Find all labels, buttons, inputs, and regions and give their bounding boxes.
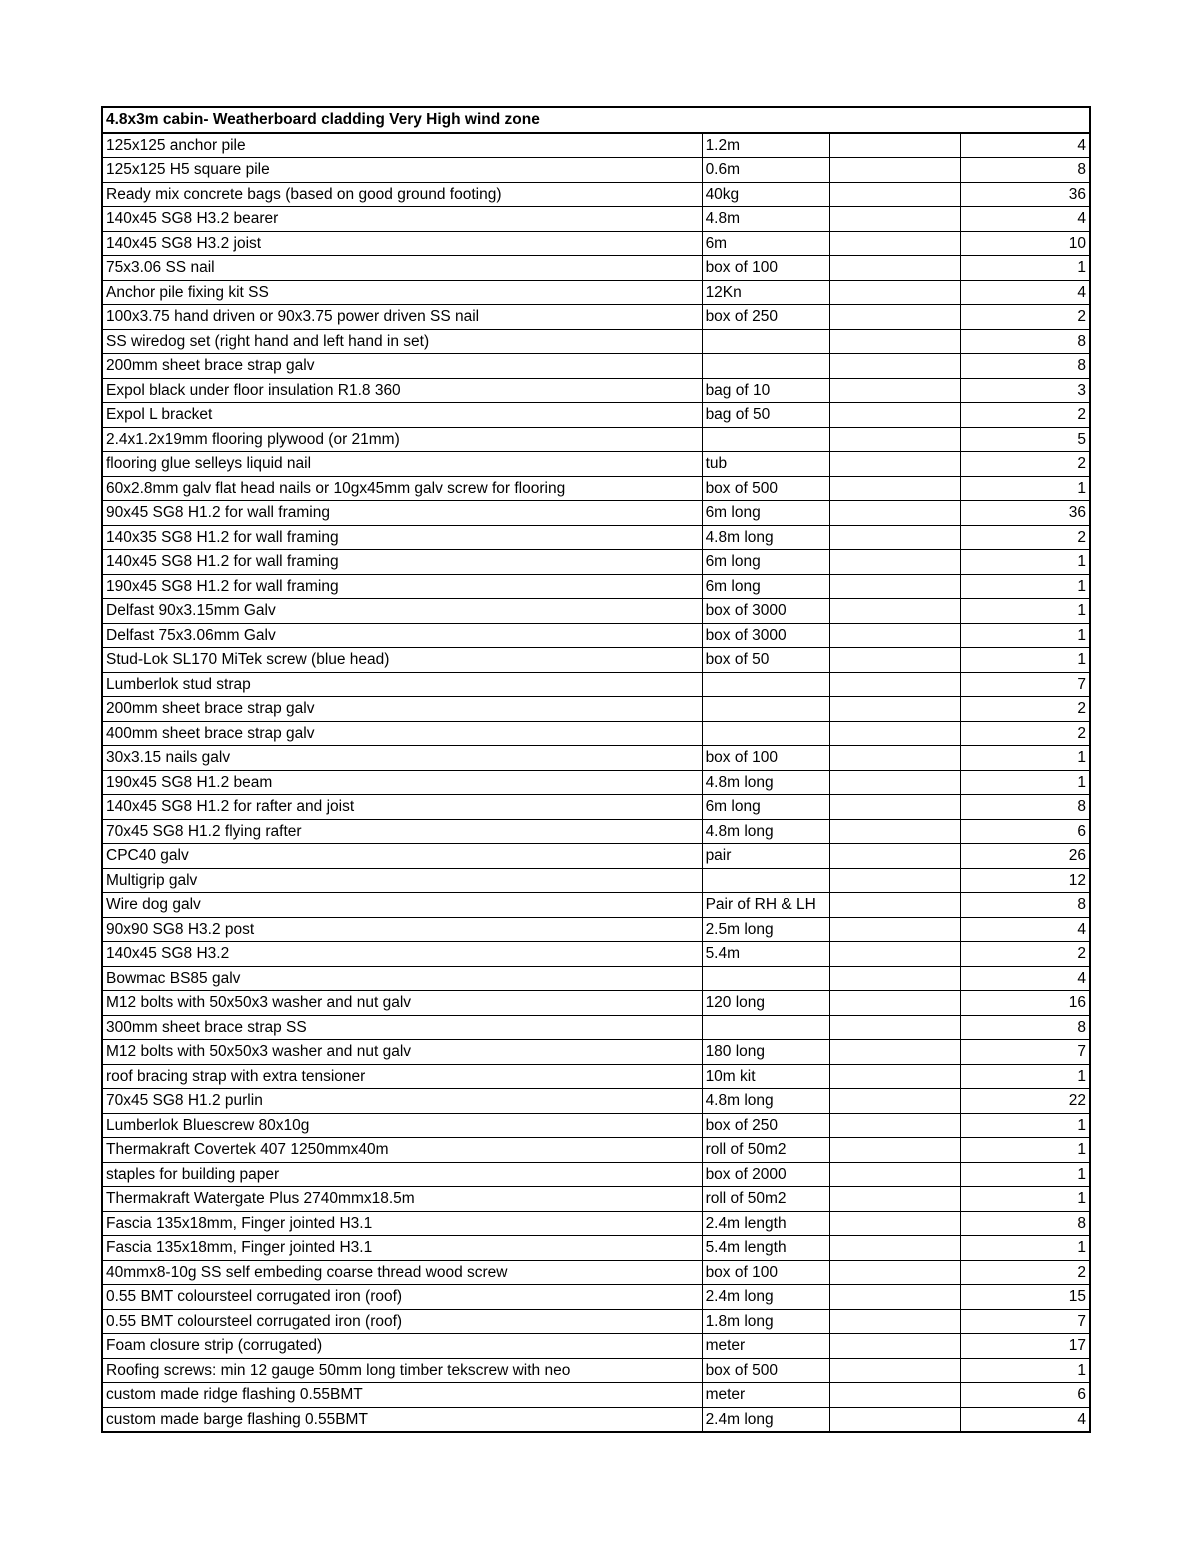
item-name-cell: 190x45 SG8 H1.2 beam bbox=[102, 770, 702, 795]
item-unit-cell bbox=[702, 672, 829, 697]
item-unit-cell: box of 100 bbox=[702, 256, 829, 281]
item-name-cell: 200mm sheet brace strap galv bbox=[102, 697, 702, 722]
item-unit-cell bbox=[702, 721, 829, 746]
blank-cell bbox=[829, 427, 960, 452]
table-row bbox=[102, 770, 1090, 795]
item-unit-cell bbox=[702, 697, 829, 722]
item-quantity-cell: 6 bbox=[961, 1383, 1090, 1408]
item-unit-cell: 1.2m bbox=[702, 133, 829, 158]
item-unit-cell bbox=[702, 868, 829, 893]
item-unit-cell: 2.5m long bbox=[702, 917, 829, 942]
item-name-cell: Fascia 135x18mm, Finger jointed H3.1 bbox=[102, 1211, 702, 1236]
item-name-cell: 300mm sheet brace strap SS bbox=[102, 1015, 702, 1040]
item-unit-cell: meter bbox=[702, 1383, 829, 1408]
item-quantity-cell: 4 bbox=[961, 207, 1090, 232]
item-quantity-cell: 7 bbox=[961, 672, 1090, 697]
blank-cell bbox=[829, 1285, 960, 1310]
item-name-cell: 30x3.15 nails galv bbox=[102, 746, 702, 771]
item-unit-cell bbox=[702, 354, 829, 379]
item-name-cell: flooring glue selleys liquid nail bbox=[102, 452, 702, 477]
item-quantity-cell: 2 bbox=[961, 942, 1090, 967]
table-row bbox=[102, 917, 1090, 942]
item-quantity-cell: 1 bbox=[961, 1064, 1090, 1089]
item-name-cell: 2.4x1.2x19mm flooring plywood (or 21mm) bbox=[102, 427, 702, 452]
table-row bbox=[102, 452, 1090, 477]
blank-cell bbox=[829, 1064, 960, 1089]
table-row bbox=[102, 1113, 1090, 1138]
item-name-cell: 0.55 BMT coloursteel corrugated iron (roof) bbox=[102, 1285, 702, 1310]
table-row bbox=[102, 329, 1090, 354]
table-title: 4.8x3m cabin- Weatherboard cladding Very High wind zone bbox=[102, 107, 1090, 133]
item-unit-cell: 6m long bbox=[702, 501, 829, 526]
table-row bbox=[102, 1358, 1090, 1383]
table-row bbox=[102, 158, 1090, 183]
table-row bbox=[102, 525, 1090, 550]
item-unit-cell: 12Kn bbox=[702, 280, 829, 305]
table-row bbox=[102, 403, 1090, 428]
item-quantity-cell: 2 bbox=[961, 525, 1090, 550]
item-unit-cell bbox=[702, 1015, 829, 1040]
item-unit-cell: box of 3000 bbox=[702, 599, 829, 624]
item-quantity-cell: 4 bbox=[961, 1407, 1090, 1432]
item-unit-cell: box of 250 bbox=[702, 305, 829, 330]
item-name-cell: 140x45 SG8 H3.2 bearer bbox=[102, 207, 702, 232]
table-row bbox=[102, 133, 1090, 158]
blank-cell bbox=[829, 452, 960, 477]
item-unit-cell bbox=[702, 329, 829, 354]
table-row bbox=[102, 623, 1090, 648]
item-quantity-cell: 1 bbox=[961, 1162, 1090, 1187]
item-name-cell: Bowmac BS85 galv bbox=[102, 966, 702, 991]
item-unit-cell: 2.4m long bbox=[702, 1407, 829, 1432]
item-name-cell: 125x125 H5 square pile bbox=[102, 158, 702, 183]
item-unit-cell: 5.4m length bbox=[702, 1236, 829, 1261]
item-quantity-cell: 2 bbox=[961, 305, 1090, 330]
blank-cell bbox=[829, 868, 960, 893]
item-unit-cell bbox=[702, 966, 829, 991]
item-quantity-cell: 2 bbox=[961, 452, 1090, 477]
table-row bbox=[102, 1040, 1090, 1065]
table-row bbox=[102, 354, 1090, 379]
materials-table-body bbox=[102, 107, 1090, 1432]
table-row bbox=[102, 1383, 1090, 1408]
blank-cell bbox=[829, 1113, 960, 1138]
item-name-cell: Foam closure strip (corrugated) bbox=[102, 1334, 702, 1359]
item-name-cell: Anchor pile fixing kit SS bbox=[102, 280, 702, 305]
table-row bbox=[102, 966, 1090, 991]
blank-cell bbox=[829, 525, 960, 550]
blank-cell bbox=[829, 354, 960, 379]
blank-cell bbox=[829, 378, 960, 403]
item-quantity-cell: 1 bbox=[961, 770, 1090, 795]
item-name-cell: Roofing screws: min 12 gauge 50mm long timber tekscrew with neo bbox=[102, 1358, 702, 1383]
table-row bbox=[102, 844, 1090, 869]
blank-cell bbox=[829, 207, 960, 232]
blank-cell bbox=[829, 991, 960, 1016]
item-unit-cell: 120 long bbox=[702, 991, 829, 1016]
table-row bbox=[102, 893, 1090, 918]
item-quantity-cell: 1 bbox=[961, 1358, 1090, 1383]
item-quantity-cell: 36 bbox=[961, 182, 1090, 207]
item-quantity-cell: 12 bbox=[961, 868, 1090, 893]
item-quantity-cell: 1 bbox=[961, 1187, 1090, 1212]
item-name-cell: 0.55 BMT coloursteel corrugated iron (roof) bbox=[102, 1309, 702, 1334]
table-row bbox=[102, 819, 1090, 844]
item-quantity-cell: 2 bbox=[961, 697, 1090, 722]
table-row bbox=[102, 207, 1090, 232]
blank-cell bbox=[829, 697, 960, 722]
item-unit-cell bbox=[702, 427, 829, 452]
item-unit-cell: bag of 10 bbox=[702, 378, 829, 403]
table-row bbox=[102, 1236, 1090, 1261]
item-quantity-cell: 1 bbox=[961, 599, 1090, 624]
item-quantity-cell: 5 bbox=[961, 427, 1090, 452]
blank-cell bbox=[829, 574, 960, 599]
item-quantity-cell: 4 bbox=[961, 133, 1090, 158]
blank-cell bbox=[829, 599, 960, 624]
item-quantity-cell: 2 bbox=[961, 1260, 1090, 1285]
blank-cell bbox=[829, 721, 960, 746]
item-name-cell: 400mm sheet brace strap galv bbox=[102, 721, 702, 746]
blank-cell bbox=[829, 893, 960, 918]
item-name-cell: 60x2.8mm galv flat head nails or 10gx45mm galv screw for flooring bbox=[102, 476, 702, 501]
blank-cell bbox=[829, 1383, 960, 1408]
item-name-cell: 70x45 SG8 H1.2 flying rafter bbox=[102, 819, 702, 844]
item-unit-cell: 2.4m length bbox=[702, 1211, 829, 1236]
blank-cell bbox=[829, 1187, 960, 1212]
item-quantity-cell: 4 bbox=[961, 917, 1090, 942]
item-unit-cell: 180 long bbox=[702, 1040, 829, 1065]
item-name-cell: 190x45 SG8 H1.2 for wall framing bbox=[102, 574, 702, 599]
item-unit-cell: box of 500 bbox=[702, 1358, 829, 1383]
item-name-cell: roof bracing strap with extra tensioner bbox=[102, 1064, 702, 1089]
blank-cell bbox=[829, 158, 960, 183]
item-name-cell: staples for building paper bbox=[102, 1162, 702, 1187]
item-quantity-cell: 8 bbox=[961, 1015, 1090, 1040]
item-quantity-cell: 8 bbox=[961, 158, 1090, 183]
item-unit-cell: box of 3000 bbox=[702, 623, 829, 648]
item-unit-cell: 4.8m bbox=[702, 207, 829, 232]
item-quantity-cell: 10 bbox=[961, 231, 1090, 256]
blank-cell bbox=[829, 133, 960, 158]
table-row bbox=[102, 1089, 1090, 1114]
item-name-cell: 70x45 SG8 H1.2 purlin bbox=[102, 1089, 702, 1114]
item-unit-cell: pair bbox=[702, 844, 829, 869]
item-quantity-cell: 7 bbox=[961, 1309, 1090, 1334]
table-row bbox=[102, 182, 1090, 207]
item-quantity-cell: 8 bbox=[961, 329, 1090, 354]
table-row bbox=[102, 550, 1090, 575]
blank-cell bbox=[829, 672, 960, 697]
blank-cell bbox=[829, 746, 960, 771]
item-unit-cell: 4.8m long bbox=[702, 525, 829, 550]
item-unit-cell: box of 2000 bbox=[702, 1162, 829, 1187]
title-row bbox=[102, 107, 1090, 133]
item-name-cell: 140x35 SG8 H1.2 for wall framing bbox=[102, 525, 702, 550]
item-name-cell: 100x3.75 hand driven or 90x3.75 power driven SS nail bbox=[102, 305, 702, 330]
item-name-cell: Expol black under floor insulation R1.8 360 bbox=[102, 378, 702, 403]
table-row bbox=[102, 574, 1090, 599]
item-quantity-cell: 2 bbox=[961, 403, 1090, 428]
item-quantity-cell: 4 bbox=[961, 966, 1090, 991]
item-name-cell: 40mmx8-10g SS self embeding coarse thread wood screw bbox=[102, 1260, 702, 1285]
item-unit-cell: box of 100 bbox=[702, 1260, 829, 1285]
item-unit-cell: 6m long bbox=[702, 795, 829, 820]
blank-cell bbox=[829, 1236, 960, 1261]
materials-table bbox=[101, 106, 1091, 1433]
table-row bbox=[102, 672, 1090, 697]
item-quantity-cell: 16 bbox=[961, 991, 1090, 1016]
item-unit-cell: Pair of RH & LH bbox=[702, 893, 829, 918]
item-quantity-cell: 26 bbox=[961, 844, 1090, 869]
blank-cell bbox=[829, 942, 960, 967]
item-unit-cell: roll of 50m2 bbox=[702, 1187, 829, 1212]
item-quantity-cell: 1 bbox=[961, 623, 1090, 648]
item-quantity-cell: 1 bbox=[961, 746, 1090, 771]
item-unit-cell: roll of 50m2 bbox=[702, 1138, 829, 1163]
item-unit-cell: box of 500 bbox=[702, 476, 829, 501]
item-unit-cell: 6m long bbox=[702, 574, 829, 599]
item-quantity-cell: 8 bbox=[961, 354, 1090, 379]
blank-cell bbox=[829, 476, 960, 501]
item-quantity-cell: 22 bbox=[961, 1089, 1090, 1114]
item-quantity-cell: 1 bbox=[961, 550, 1090, 575]
item-unit-cell: 4.8m long bbox=[702, 819, 829, 844]
blank-cell bbox=[829, 1358, 960, 1383]
blank-cell bbox=[829, 844, 960, 869]
item-name-cell: Multigrip galv bbox=[102, 868, 702, 893]
item-name-cell: 90x90 SG8 H3.2 post bbox=[102, 917, 702, 942]
blank-cell bbox=[829, 1407, 960, 1432]
table-row bbox=[102, 1309, 1090, 1334]
item-quantity-cell: 1 bbox=[961, 1236, 1090, 1261]
item-unit-cell: tub bbox=[702, 452, 829, 477]
blank-cell bbox=[829, 623, 960, 648]
item-name-cell: Lumberlok stud strap bbox=[102, 672, 702, 697]
blank-cell bbox=[829, 819, 960, 844]
item-name-cell: 140x45 SG8 H3.2 joist bbox=[102, 231, 702, 256]
blank-cell bbox=[829, 917, 960, 942]
table-row bbox=[102, 1015, 1090, 1040]
item-quantity-cell: 15 bbox=[961, 1285, 1090, 1310]
table-row bbox=[102, 231, 1090, 256]
item-unit-cell: 2.4m long bbox=[702, 1285, 829, 1310]
blank-cell bbox=[829, 329, 960, 354]
table-row bbox=[102, 991, 1090, 1016]
blank-cell bbox=[829, 1040, 960, 1065]
blank-cell bbox=[829, 1138, 960, 1163]
item-quantity-cell: 2 bbox=[961, 721, 1090, 746]
item-name-cell: CPC40 galv bbox=[102, 844, 702, 869]
item-name-cell: 140x45 SG8 H1.2 for wall framing bbox=[102, 550, 702, 575]
item-unit-cell: bag of 50 bbox=[702, 403, 829, 428]
item-unit-cell: 4.8m long bbox=[702, 1089, 829, 1114]
item-unit-cell: 4.8m long bbox=[702, 770, 829, 795]
item-quantity-cell: 3 bbox=[961, 378, 1090, 403]
item-quantity-cell: 7 bbox=[961, 1040, 1090, 1065]
item-quantity-cell: 4 bbox=[961, 280, 1090, 305]
table-row bbox=[102, 942, 1090, 967]
item-quantity-cell: 1 bbox=[961, 1138, 1090, 1163]
table-row bbox=[102, 599, 1090, 624]
table-row bbox=[102, 868, 1090, 893]
item-name-cell: SS wiredog set (right hand and left hand in set) bbox=[102, 329, 702, 354]
table-row bbox=[102, 476, 1090, 501]
blank-cell bbox=[829, 1015, 960, 1040]
item-name-cell: Thermakraft Watergate Plus 2740mmx18.5m bbox=[102, 1187, 702, 1212]
item-unit-cell: 40kg bbox=[702, 182, 829, 207]
item-name-cell: Lumberlok Bluescrew 80x10g bbox=[102, 1113, 702, 1138]
item-unit-cell: 6m bbox=[702, 231, 829, 256]
blank-cell bbox=[829, 1260, 960, 1285]
item-name-cell: M12 bolts with 50x50x3 washer and nut galv bbox=[102, 1040, 702, 1065]
item-name-cell: 140x45 SG8 H1.2 for rafter and joist bbox=[102, 795, 702, 820]
blank-cell bbox=[829, 966, 960, 991]
table-row bbox=[102, 1334, 1090, 1359]
item-quantity-cell: 8 bbox=[961, 795, 1090, 820]
blank-cell bbox=[829, 256, 960, 281]
item-unit-cell: box of 100 bbox=[702, 746, 829, 771]
blank-cell bbox=[829, 1211, 960, 1236]
item-name-cell: Wire dog galv bbox=[102, 893, 702, 918]
item-unit-cell: 10m kit bbox=[702, 1064, 829, 1089]
item-name-cell: Stud-Lok SL170 MiTek screw (blue head) bbox=[102, 648, 702, 673]
item-quantity-cell: 1 bbox=[961, 476, 1090, 501]
item-name-cell: Fascia 135x18mm, Finger jointed H3.1 bbox=[102, 1236, 702, 1261]
table-row bbox=[102, 1064, 1090, 1089]
item-name-cell: 75x3.06 SS nail bbox=[102, 256, 702, 281]
table-row bbox=[102, 1162, 1090, 1187]
blank-cell bbox=[829, 403, 960, 428]
table-row bbox=[102, 1407, 1090, 1432]
table-row bbox=[102, 1260, 1090, 1285]
item-name-cell: Thermakraft Covertek 407 1250mmx40m bbox=[102, 1138, 702, 1163]
item-quantity-cell: 36 bbox=[961, 501, 1090, 526]
item-quantity-cell: 6 bbox=[961, 819, 1090, 844]
table-row bbox=[102, 721, 1090, 746]
blank-cell bbox=[829, 1089, 960, 1114]
item-unit-cell: meter bbox=[702, 1334, 829, 1359]
item-name-cell: 90x45 SG8 H1.2 for wall framing bbox=[102, 501, 702, 526]
blank-cell bbox=[829, 770, 960, 795]
table-row bbox=[102, 746, 1090, 771]
blank-cell bbox=[829, 648, 960, 673]
blank-cell bbox=[829, 1309, 960, 1334]
table-row bbox=[102, 1187, 1090, 1212]
item-name-cell: custom made ridge flashing 0.55BMT bbox=[102, 1383, 702, 1408]
blank-cell bbox=[829, 550, 960, 575]
item-name-cell: Ready mix concrete bags (based on good ground footing) bbox=[102, 182, 702, 207]
table-row bbox=[102, 280, 1090, 305]
blank-cell bbox=[829, 305, 960, 330]
table-row bbox=[102, 1138, 1090, 1163]
item-quantity-cell: 17 bbox=[961, 1334, 1090, 1359]
item-name-cell: 200mm sheet brace strap galv bbox=[102, 354, 702, 379]
blank-cell bbox=[829, 1162, 960, 1187]
item-name-cell: M12 bolts with 50x50x3 washer and nut galv bbox=[102, 991, 702, 1016]
item-name-cell: Delfast 75x3.06mm Galv bbox=[102, 623, 702, 648]
item-unit-cell: 1.8m long bbox=[702, 1309, 829, 1334]
item-quantity-cell: 1 bbox=[961, 648, 1090, 673]
blank-cell bbox=[829, 795, 960, 820]
item-quantity-cell: 1 bbox=[961, 1113, 1090, 1138]
table-row bbox=[102, 795, 1090, 820]
item-unit-cell: 5.4m bbox=[702, 942, 829, 967]
item-quantity-cell: 8 bbox=[961, 1211, 1090, 1236]
item-unit-cell: box of 50 bbox=[702, 648, 829, 673]
item-unit-cell: 0.6m bbox=[702, 158, 829, 183]
blank-cell bbox=[829, 231, 960, 256]
table-row bbox=[102, 378, 1090, 403]
table-row bbox=[102, 501, 1090, 526]
item-name-cell: custom made barge flashing 0.55BMT bbox=[102, 1407, 702, 1432]
table-row bbox=[102, 697, 1090, 722]
table-row bbox=[102, 1211, 1090, 1236]
item-name-cell: 140x45 SG8 H3.2 bbox=[102, 942, 702, 967]
item-quantity-cell: 1 bbox=[961, 256, 1090, 281]
table-row bbox=[102, 305, 1090, 330]
item-quantity-cell: 1 bbox=[961, 574, 1090, 599]
blank-cell bbox=[829, 280, 960, 305]
table-row bbox=[102, 427, 1090, 452]
item-name-cell: Delfast 90x3.15mm Galv bbox=[102, 599, 702, 624]
blank-cell bbox=[829, 1334, 960, 1359]
blank-cell bbox=[829, 501, 960, 526]
blank-cell bbox=[829, 182, 960, 207]
item-quantity-cell: 8 bbox=[961, 893, 1090, 918]
item-unit-cell: box of 250 bbox=[702, 1113, 829, 1138]
item-name-cell: 125x125 anchor pile bbox=[102, 133, 702, 158]
table-row bbox=[102, 1285, 1090, 1310]
item-unit-cell: 6m long bbox=[702, 550, 829, 575]
item-name-cell: Expol L bracket bbox=[102, 403, 702, 428]
table-row bbox=[102, 256, 1090, 281]
table-row bbox=[102, 648, 1090, 673]
